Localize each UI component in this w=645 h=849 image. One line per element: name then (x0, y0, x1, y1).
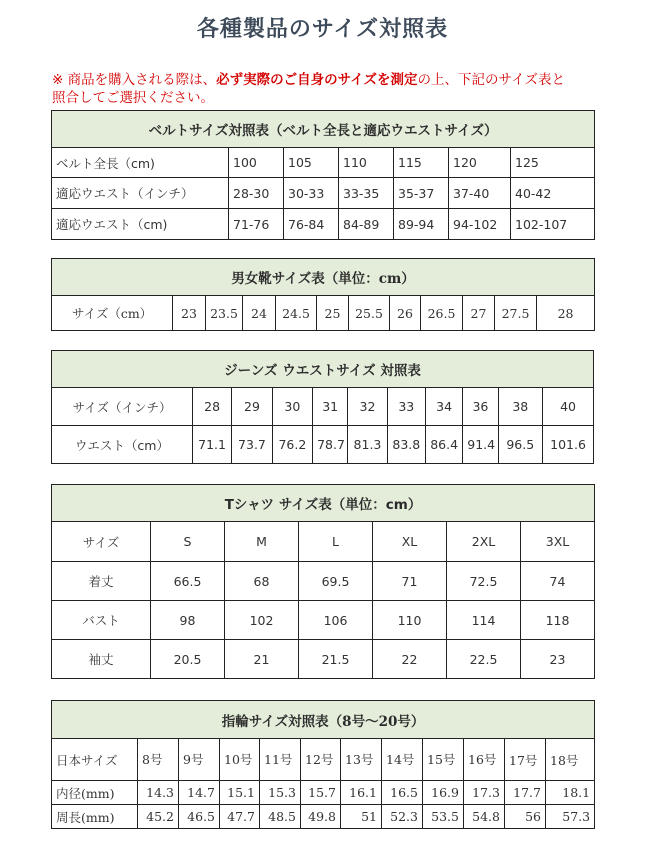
table-cell: 29 (232, 388, 272, 426)
table-cell: 94-102 (449, 209, 511, 240)
table-cell: 125 (511, 148, 595, 178)
notice-part-1: ※ 商品を購入される際は、 (52, 72, 217, 88)
table-cell: 15号 (423, 739, 464, 781)
ring-size-table (51, 700, 595, 829)
table-cell: 25 (317, 296, 349, 331)
table-row (52, 805, 595, 829)
row-label: サイズ（cm） (52, 296, 173, 331)
table-cell: 28-30 (229, 178, 284, 209)
table-cell: 23 (173, 296, 206, 331)
table-cell: 45.2 (138, 805, 179, 829)
table-cell: 28 (537, 296, 595, 331)
table-cell: S (151, 522, 225, 562)
table-cell: 17.3 (464, 781, 505, 805)
table-cell: 26 (390, 296, 421, 331)
table-cell: 21 (225, 640, 299, 679)
table-row (52, 148, 595, 178)
ring-table-title: 指輪サイズ対照表（8号〜20号） (52, 701, 595, 739)
belt-table-title: ベルトサイズ対照表（ベルト全長と適応ウエストサイズ） (52, 111, 595, 148)
row-label: ベルト全長（cm) (52, 148, 229, 178)
table-cell: 96.5 (498, 426, 543, 464)
table-cell: 72.5 (447, 562, 521, 601)
row-label: サイズ（インチ） (52, 388, 193, 426)
table-cell: 34 (425, 388, 462, 426)
page-title: 各種製品のサイズ対照表 (196, 17, 449, 42)
row-label: 内径(mm) (52, 781, 138, 805)
table-cell: 53.5 (423, 805, 464, 829)
table-cell: 71-76 (229, 209, 284, 240)
table-cell: 38 (498, 388, 543, 426)
row-label: バスト (52, 601, 151, 640)
table-cell: 22.5 (447, 640, 521, 679)
table-row (52, 388, 594, 426)
table-cell: 37-40 (449, 178, 511, 209)
row-label: 適応ウエスト（インチ） (52, 178, 229, 209)
row-label: 周長(mm) (52, 805, 138, 829)
table-cell: 51 (341, 805, 382, 829)
table-cell: 101.6 (543, 426, 594, 464)
table-cell: 21.5 (299, 640, 373, 679)
table-row (52, 426, 594, 464)
row-label: サイズ (52, 522, 151, 562)
table-cell: 9号 (179, 739, 220, 781)
table-cell: 3XL (521, 522, 595, 562)
table-cell: 14.7 (179, 781, 220, 805)
row-label: 日本サイズ (52, 739, 138, 781)
table-cell: 33-35 (339, 178, 394, 209)
table-cell: 54.8 (464, 805, 505, 829)
belt-size-table (51, 110, 595, 240)
table-cell: M (225, 522, 299, 562)
table-cell: 71.1 (192, 426, 231, 464)
table-cell: 15.1 (220, 781, 260, 805)
table-cell: 69.5 (299, 562, 373, 601)
table-cell: 115 (394, 148, 449, 178)
table-cell: 98 (151, 601, 225, 640)
table-cell: 11号 (260, 739, 301, 781)
table-row (52, 601, 595, 640)
table-cell: 102 (225, 601, 299, 640)
table-cell: 78.7 (313, 426, 348, 464)
table-cell: 22 (373, 640, 447, 679)
table-cell: 33 (387, 388, 425, 426)
table-cell: 28 (192, 388, 231, 426)
table-cell: 86.4 (425, 426, 462, 464)
table-cell: 56 (505, 805, 546, 829)
purchase-notice (52, 71, 572, 107)
table-row (52, 640, 595, 679)
table-cell: 48.5 (260, 805, 301, 829)
table-row (52, 781, 595, 805)
table-cell: 32 (348, 388, 387, 426)
table-cell: 16.9 (423, 781, 464, 805)
table-cell: 26.5 (421, 296, 463, 331)
jeans-table-title: ジーンズ ウエストサイズ 対照表 (52, 351, 594, 388)
table-cell: 120 (449, 148, 511, 178)
table-cell: 118 (521, 601, 595, 640)
table-cell: 49.8 (301, 805, 341, 829)
table-cell: 16.1 (341, 781, 382, 805)
table-cell: 24 (243, 296, 276, 331)
table-cell: 35-37 (394, 178, 449, 209)
table-cell: 83.8 (387, 426, 425, 464)
table-cell: 27 (463, 296, 495, 331)
table-row (52, 522, 595, 562)
table-row (52, 296, 595, 331)
table-cell: 13号 (341, 739, 382, 781)
table-cell: 18号 (546, 739, 595, 781)
table-cell: 17.7 (505, 781, 546, 805)
tshirt-size-table (51, 484, 595, 679)
table-cell: 91.4 (463, 426, 498, 464)
table-cell: 110 (339, 148, 394, 178)
table-cell: L (299, 522, 373, 562)
table-cell: 110 (373, 601, 447, 640)
tshirt-table-title: Tシャツ サイズ表（単位：cm） (52, 485, 595, 522)
table-row (52, 178, 595, 209)
table-cell: 25.5 (349, 296, 390, 331)
table-cell: 2XL (447, 522, 521, 562)
table-cell: 23 (521, 640, 595, 679)
table-cell: 24.5 (276, 296, 317, 331)
table-cell: 114 (447, 601, 521, 640)
table-cell: 14.3 (138, 781, 179, 805)
table-cell: 15.3 (260, 781, 301, 805)
table-row (52, 739, 595, 781)
shoe-size-table (51, 258, 595, 331)
jeans-waist-table (51, 350, 594, 464)
row-label: 適応ウエスト（cm) (52, 209, 229, 240)
table-cell: 74 (521, 562, 595, 601)
notice-part-3: の上、下記のサイズ表と照合してご選択ください。 (52, 72, 565, 106)
notice-emphasis: 必ず実際のご自身のサイズを測定 (216, 72, 418, 88)
table-cell: 30-33 (284, 178, 339, 209)
table-cell: 20.5 (151, 640, 225, 679)
table-cell: 8号 (138, 739, 179, 781)
table-row (52, 209, 595, 240)
table-cell: 18.1 (546, 781, 595, 805)
table-cell: 73.7 (232, 426, 272, 464)
table-cell: 16号 (464, 739, 505, 781)
table-cell: XL (373, 522, 447, 562)
table-cell: 23.5 (206, 296, 243, 331)
table-cell: 15.7 (301, 781, 341, 805)
row-label: ウエスト（cm） (52, 426, 193, 464)
table-cell: 106 (299, 601, 373, 640)
row-label: 着丈 (52, 562, 151, 601)
shoe-table-title: 男女靴サイズ表（単位：cm） (52, 259, 595, 296)
table-cell: 27.5 (495, 296, 537, 331)
table-cell: 52.3 (382, 805, 423, 829)
table-cell: 14号 (382, 739, 423, 781)
table-cell: 76-84 (284, 209, 339, 240)
table-cell: 105 (284, 148, 339, 178)
table-cell: 10号 (220, 739, 260, 781)
table-cell: 71 (373, 562, 447, 601)
table-cell: 31 (313, 388, 348, 426)
table-cell: 16.5 (382, 781, 423, 805)
table-cell: 40-42 (511, 178, 595, 209)
table-cell: 17号 (505, 739, 546, 781)
row-label: 袖丈 (52, 640, 151, 679)
table-cell: 76.2 (272, 426, 312, 464)
table-cell: 12号 (301, 739, 341, 781)
table-cell: 36 (463, 388, 498, 426)
table-cell: 40 (543, 388, 594, 426)
table-cell: 30 (272, 388, 312, 426)
table-cell: 47.7 (220, 805, 260, 829)
table-cell: 100 (229, 148, 284, 178)
table-cell: 81.3 (348, 426, 387, 464)
table-cell: 46.5 (179, 805, 220, 829)
table-cell: 89-94 (394, 209, 449, 240)
table-cell: 102-107 (511, 209, 595, 240)
table-cell: 84-89 (339, 209, 394, 240)
table-cell: 68 (225, 562, 299, 601)
table-cell: 57.3 (546, 805, 595, 829)
table-row (52, 562, 595, 601)
table-cell: 66.5 (151, 562, 225, 601)
